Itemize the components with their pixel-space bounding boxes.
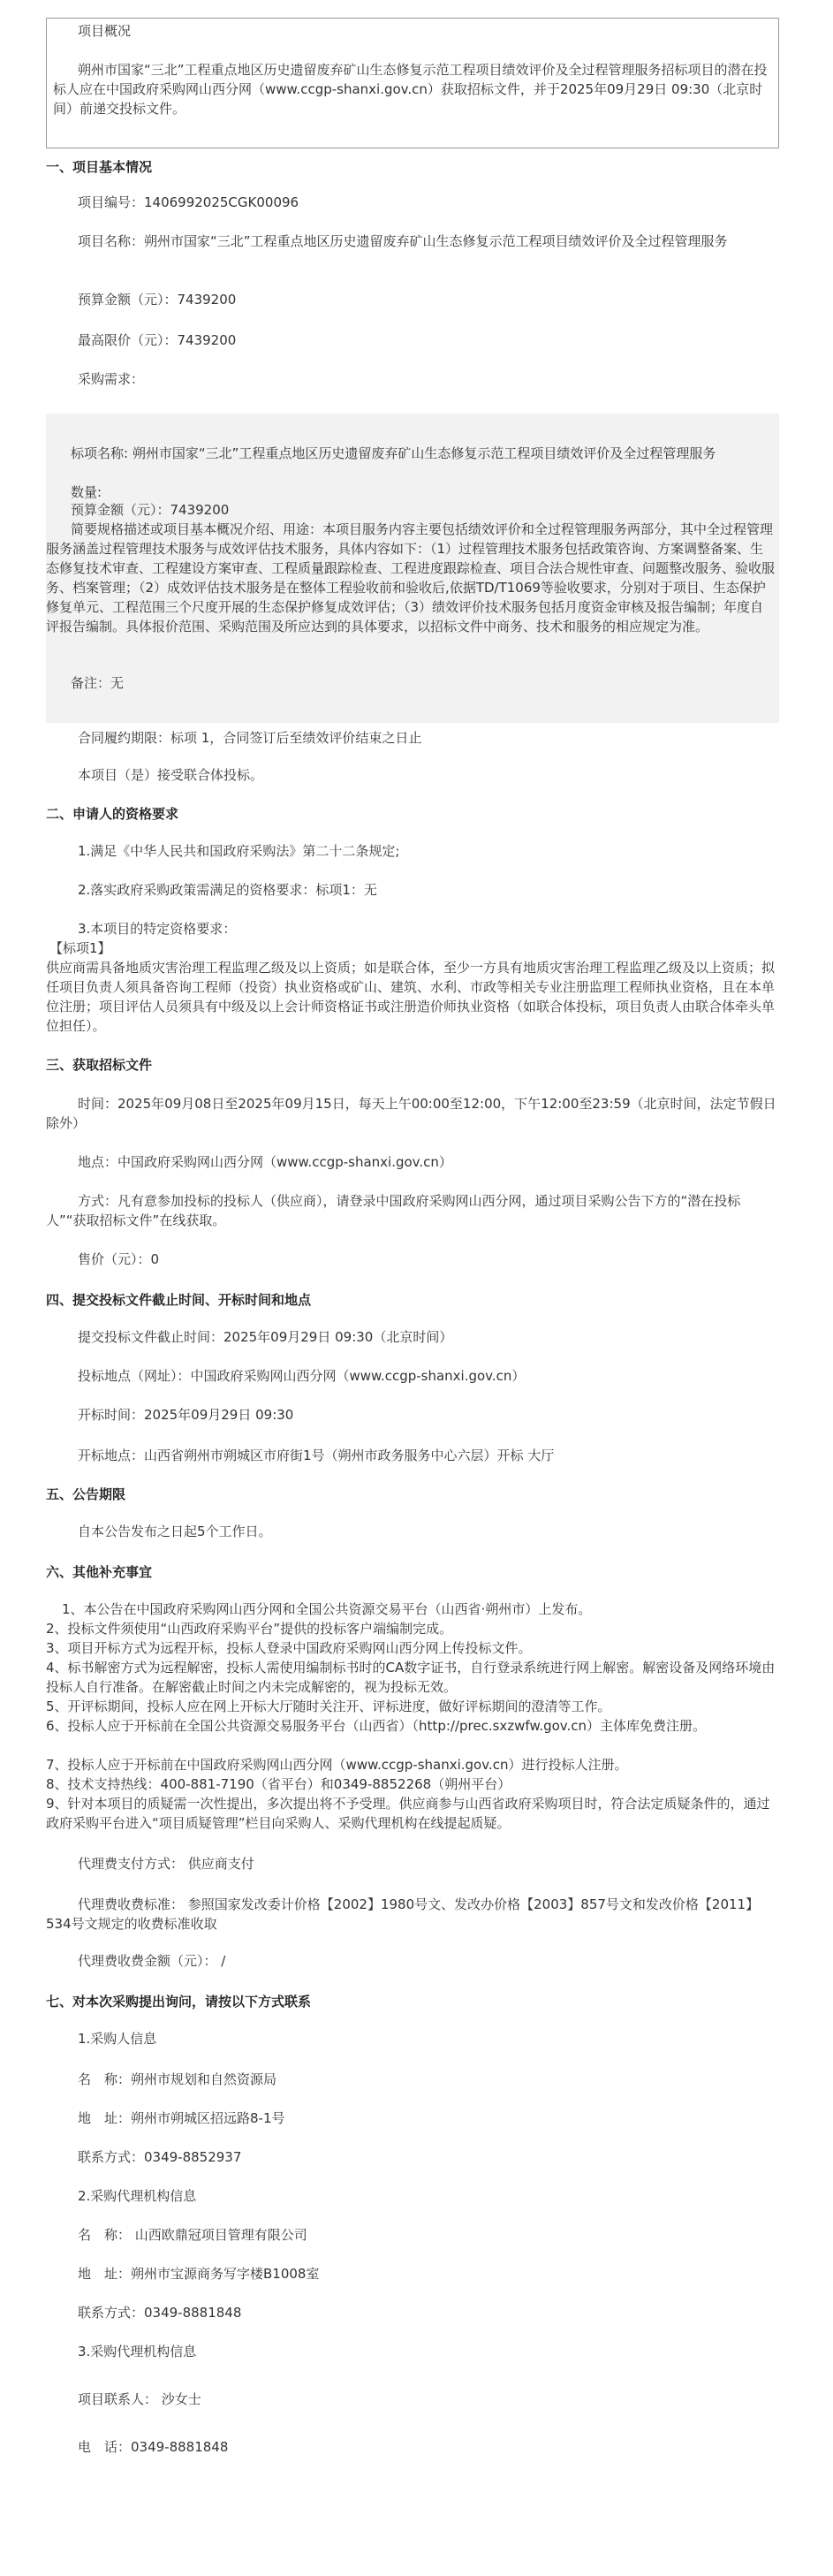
consortium-note: 本项目（是）接受联合体投标。 [78, 767, 264, 783]
section-4-heading: 四、提交投标文件截止时间、开标时间和地点 [46, 1292, 312, 1308]
buyer-address: 地 址：朔州市朔城区招远路8-1号 [78, 2110, 285, 2126]
section-6-heading: 六、其他补充事宜 [46, 1564, 153, 1580]
contact-title: 3.采购代理机构信息 [78, 2344, 197, 2359]
qualification-3: 3.本项目的特定资格要求： [78, 921, 237, 937]
note-1: 1、本公告在中国政府采购网山西分网和全国公共资源交易平台（山西省·朔州市）上发布。 [62, 1601, 592, 1617]
procurement-need-label: 采购需求： [78, 371, 145, 387]
obtain-time: 时间：2025年09月08日至2025年09月15日，每天上午00:00至12:00，下午12:00至23:59（北京时间，法定节假日除外） [46, 1096, 776, 1131]
special-qualification: 供应商需具备地质灾害治理工程监理乙级及以上资质；如是联合体，至少一方具有地质灾害治理工程监理乙级及以上资质；拟任项目负责人须具备咨询工程师（投资）执业资格或矿山、建筑、水利、市政等相关专业注册监理工程师执业资格，且在本单位注册；项目评估人员须具有中级及以上会计师资格证书或注册造价师执业资格（如联合体投标，项目负责人由联合体牵头单位担任）。 [46, 960, 776, 1034]
agency-fee-amount: 代理费收费金额（元）： / [78, 1953, 226, 1969]
obtain-method: 方式：凡有意参加投标的投标人（供应商），请登录中国政府采购网山西分网，通过项目采购公告下方的“潜在投标人”“获取招标文件”在线获取。 [46, 1193, 741, 1228]
lot-1-tag: 【标项1】 [49, 940, 111, 956]
agent-phone: 联系方式：0349-8881848 [78, 2305, 242, 2321]
section-3-heading: 三、获取招标文件 [46, 1057, 153, 1073]
budget-amount: 预算金额（元）：7439200 [78, 292, 237, 308]
obtain-place: 地点：中国政府采购网山西分网（www.ccgp-shanxi.gov.cn） [78, 1154, 452, 1170]
agency-fee-method: 代理费支付方式： 供应商支付 [78, 1856, 254, 1872]
lot-name: 标项名称: 朔州市国家“三北”工程重点地区历史遗留废弃矿山生态修复示范工程项目绩效评价及全过程管理服务 [71, 445, 716, 461]
overview-text: 朔州市国家“三北”工程重点地区历史遗留废弃矿山生态修复示范工程项目绩效评价及全过程管理服务招标项目的潜在投标人应在中国政府采购网山西分网（www.ccgp-shanxi.gov.cn）获取招标文件，并于2025年09月29日 09:30（北京时间）前递交投标文件。 [53, 62, 768, 117]
agent-title: 2.采购代理机构信息 [78, 2188, 197, 2204]
lot-budget: 预算金额（元）：7439200 [71, 502, 230, 518]
overview-title: 项目概况 [78, 23, 132, 39]
lot-quantity: 数量: [71, 484, 102, 500]
note-3: 3、项目开标方式为远程开标，投标人登录中国政府采购网山西分网上传投标文件。 [46, 1640, 532, 1656]
section-1-heading: 一、项目基本情况 [46, 159, 153, 175]
notice-period: 自本公告发布之日起5个工作日。 [78, 1524, 272, 1539]
note-4: 4、标书解密方式为远程解密，投标人需使用编制标书时的CA数字证书，自行登录系统进行网上解密。解密设备及网络环境由投标人自行准备。在解密截止时间之内未完成解密的，视为投标无效。 [46, 1660, 776, 1695]
agent-address: 地 址：朔州市宝源商务写字楼B1008室 [78, 2266, 320, 2282]
project-number: 项目编号：1406992025CGK00096 [78, 194, 299, 210]
qualification-1: 1.满足《中华人民共和国政府采购法》第二十二条规定; [78, 843, 400, 859]
agency-fee-standard: 代理费收费标准： 参照国家发改委计价格【2002】1980号文、发改办价格【2003】857号文和发改价格【2011】534号文规定的收费标准收取 [46, 1896, 760, 1932]
buyer-phone: 联系方式：0349-8852937 [78, 2149, 242, 2165]
opening-place: 开标地点：山西省朔州市朔城区市府街1号（朔州市政务服务中心六层）开标 大厅 [78, 1448, 555, 1463]
qualification-2: 2.落实政府采购政策需满足的资格要求：标项1：无 [78, 882, 377, 898]
contact-phone: 电 话：0349-8881848 [78, 2439, 229, 2455]
lot-remark: 备注：无 [71, 675, 125, 691]
submission-place: 投标地点（网址）：中国政府采购网山西分网（www.ccgp-shanxi.gov.cn） [78, 1368, 526, 1384]
contact-person: 项目联系人： 沙女士 [78, 2391, 201, 2407]
submission-deadline: 提交投标文件截止时间：2025年09月29日 09:30（北京时间） [78, 1329, 453, 1345]
note-5: 5、开评标期间，投标人应在网上开标大厅随时关注开、评标进度，做好评标期间的澄清等工作。 [46, 1698, 611, 1714]
section-7-heading: 七、对本次采购提出询问，请按以下方式联系 [46, 1994, 312, 2010]
agent-name: 名 称： 山西欧鼎冠项目管理有限公司 [78, 2227, 307, 2243]
section-5-heading: 五、公告期限 [46, 1486, 126, 1502]
section-2-heading: 二、申请人的资格要求 [46, 806, 179, 822]
max-price: 最高限价（元）：7439200 [78, 332, 237, 348]
note-2: 2、投标文件须使用“山西政府采购平台”提供的投标客户端编制完成。 [46, 1621, 453, 1637]
note-7: 7、投标人应于开标前在中国政府采购网山西分网（www.ccgp-shanxi.gov.cn）进行投标人注册。 [46, 1757, 628, 1773]
buyer-name: 名 称：朔州市规划和自然资源局 [78, 2071, 277, 2087]
document-price: 售价（元）：0 [78, 1251, 160, 1267]
buyer-title: 1.采购人信息 [78, 2031, 157, 2047]
contract-period: 合同履约期限：标项 1，合同签订后至绩效评价结束之日止 [78, 730, 422, 746]
note-9: 9、针对本项目的质疑需一次性提出，多次提出将不予受理。供应商参与山西省政府采购项目时，符合法定质疑条件的，通过政府采购平台进入“项目质疑管理”栏目向采购人、采购代理机构在线提起质疑。 [46, 1796, 770, 1831]
lot-description: 简要规格描述或项目基本概况介绍、用途：本项目服务内容主要包括绩效评价和全过程管理服务两部分，其中全过程管理服务涵盖过程管理技术服务与成效评估技术服务，具体内容如下：（1）过程管理技术服务包括政策咨询、方案调整备案、生态修复技术审查、工程建设方案审查、工程质量跟踪检查、工程进度跟踪检查、项目合法合规性审查、问题整改服务、验收服务、档案管理；（2）成效评估技术服务是在整体工程验收前和验收后,依据TD/T1069等验收要求，分别对于项目、生态保护修复单元、工程范围三个尺度开展的生态保护修复成效评估；（3）绩效评价技术服务包括月度资金审核及报告编制；年度自评报告编制。具体报价范围、采购范围及所应达到的具体要求，以招标文件中商务、技术和服务的相应规定为准。 [46, 521, 776, 635]
note-8: 8、技术支持热线：400-881-7190（省平台）和0349-8852268（朔州平台） [46, 1776, 511, 1792]
note-6: 6、投标人应于开标前在全国公共资源交易服务平台（山西省）（http://prec.sxzwfw.gov.cn）主体库免费注册。 [46, 1718, 707, 1734]
project-name: 项目名称：朔州市国家“三北”工程重点地区历史遗留废弃矿山生态修复示范工程项目绩效评价及全过程管理服务 [78, 233, 728, 249]
opening-time: 开标时间：2025年09月29日 09:30 [78, 1407, 294, 1423]
